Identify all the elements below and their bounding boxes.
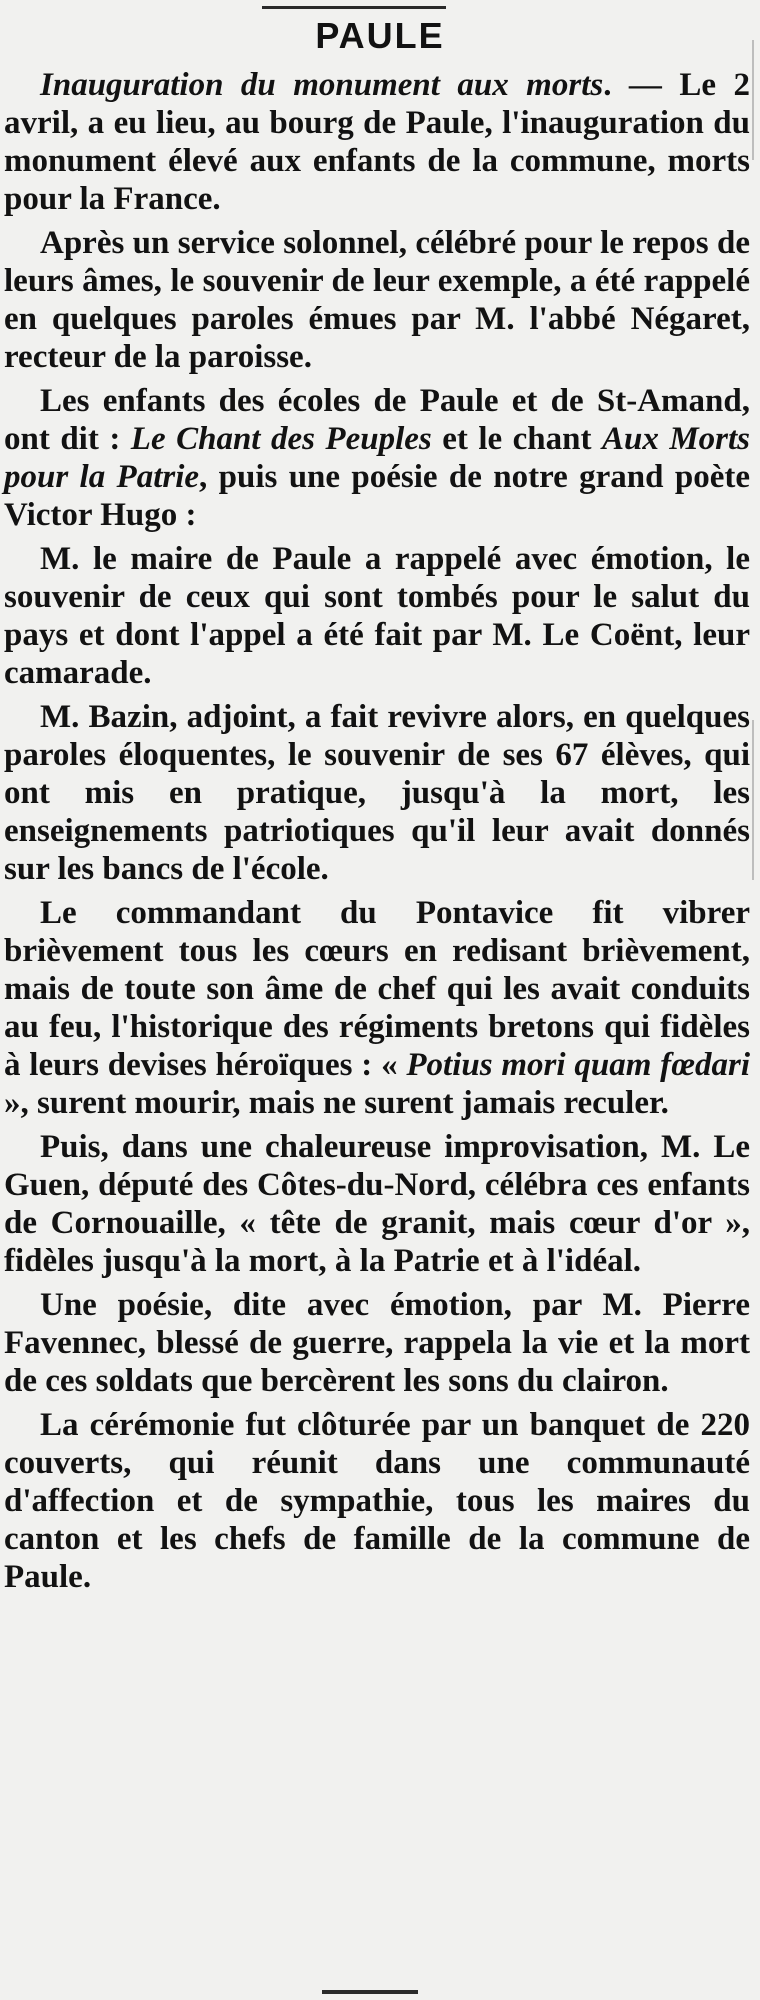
article-heading: Inauguration du monument aux morts bbox=[40, 67, 604, 103]
paragraph-3-text-b: et le chant bbox=[431, 421, 602, 457]
paragraph-3 bbox=[4, 382, 750, 534]
paragraph-1-text: . — Le 2 avril, a eu lieu, au bourg de Paule, l'inauguration du monument élevé aux enfants de la commune, morts pour la France. bbox=[4, 67, 750, 217]
paragraph-3-text-a: Les enfants des écoles de Paule et de St-Amand, ont dit : bbox=[4, 383, 750, 457]
latin-motto: Potius mori quam fœdari bbox=[406, 1047, 750, 1083]
article-title: PAULE bbox=[315, 15, 445, 56]
paragraph-3-text-c: , puis une poésie de notre grand poète Victor Hugo : bbox=[4, 459, 750, 533]
bottom-rule bbox=[322, 1990, 418, 1994]
paragraph-6-text-b: », surent mourir, mais ne surent jamais reculer. bbox=[4, 1085, 669, 1121]
paragraph-5: M. Bazin, adjoint, a fait revivre alors, en quelques paroles éloquentes, le souvenir de ses 67 élèves, qui ont mis en pratique, jusqu'à la mort, les enseignements patriotiques qu'il leur avait donnés sur les bancs de l'école. bbox=[4, 699, 750, 887]
paragraph-1 bbox=[4, 66, 750, 218]
scan-edge-mark bbox=[752, 720, 754, 880]
paragraph-9: La cérémonie fut clôturée par un banquet de 220 couverts, qui réunit dans une communauté d'affection et de sympathie, tous les maires du canton et les chefs de famille de la commune de Paule. bbox=[4, 1407, 750, 1595]
paragraph-2: Après un service solonnel, célébré pour le repos de leurs âmes, le souvenir de leur exemple, a été rappelé en quelques paroles émues par M. l'abbé Négaret, recteur de la paroisse. bbox=[4, 225, 750, 375]
scan-edge-mark bbox=[752, 40, 754, 160]
paragraph-7: Puis, dans une chaleureuse improvisation, M. Le Guen, député des Côtes-du-Nord, célébra ces enfants de Cornouaille, « tête de granit, mais cœur d'or », fidèles jusqu'à la mort, à la Patrie et à l'idéal. bbox=[4, 1129, 750, 1279]
paragraph-8: Une poésie, dite avec émotion, par M. Pierre Favennec, blessé de guerre, rappela la vie et la mort de ces soldats que bercèrent les sons du clairon. bbox=[4, 1287, 750, 1399]
paragraph-4: M. le maire de Paule a rappelé avec émotion, le souvenir de ceux qui sont tombés pour le salut du pays et dont l'appel a été fait par M. Le Coënt, leur camarade. bbox=[4, 541, 750, 691]
top-rule bbox=[262, 6, 446, 9]
paragraph-6 bbox=[4, 894, 750, 1122]
song-title-1: Le Chant des Peuples bbox=[130, 421, 432, 457]
article-body bbox=[4, 66, 750, 1602]
paragraph-6-text-a: Le commandant du Pontavice fit vibrer brièvement tous les cœurs en redisant brièvement, mais de toute son âme de chef qui les avait conduits au feu, l'historique des régiments bretons qui fidèles à leurs devises héroïques : « bbox=[4, 895, 750, 1083]
song-title-2: Aux Morts pour la Patrie bbox=[4, 421, 751, 495]
